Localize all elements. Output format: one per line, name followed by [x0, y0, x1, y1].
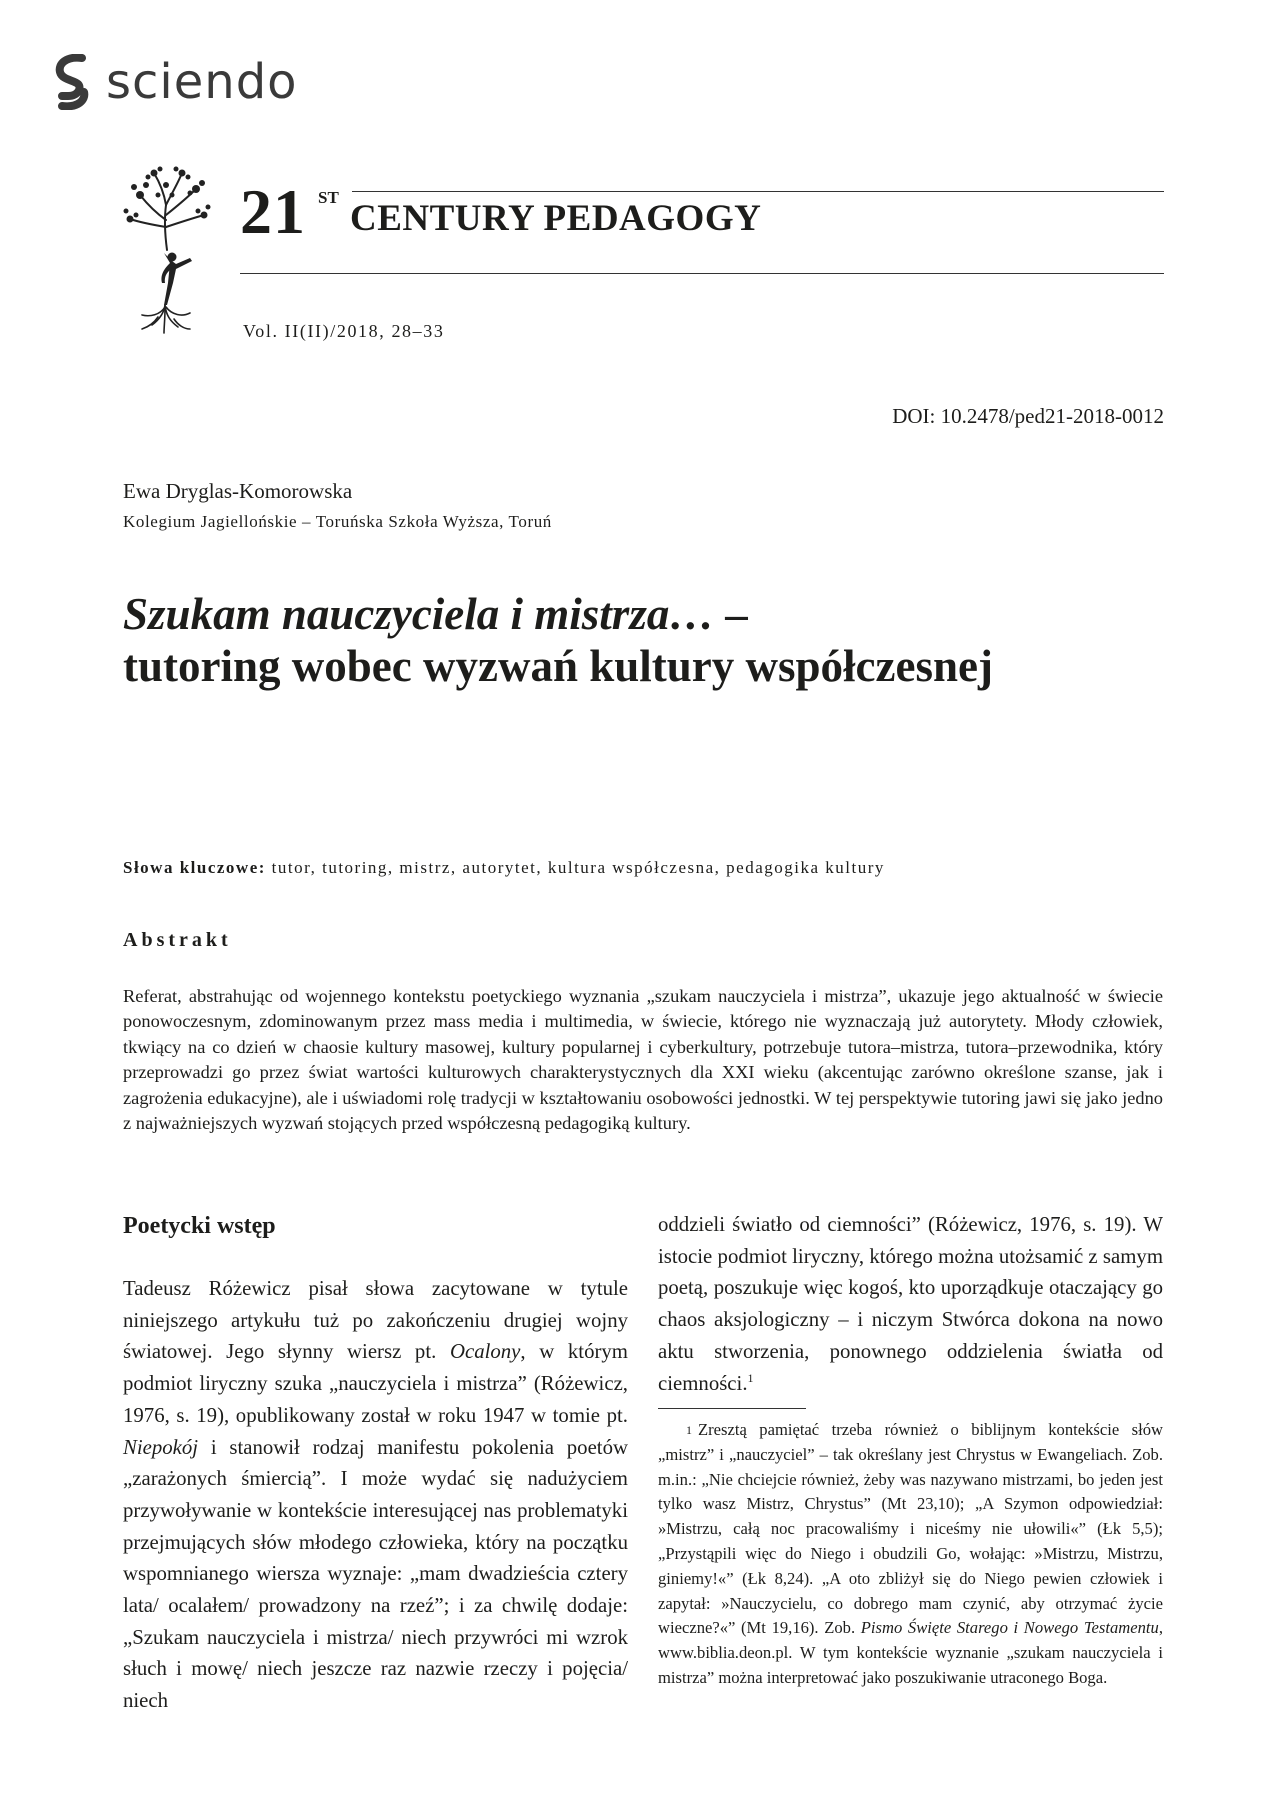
footnote-number: 1 [686, 1423, 692, 1437]
section-heading: Poetycki wstęp [123, 1213, 276, 1239]
masthead-rule-bottom [240, 273, 1164, 274]
article-title-line-2: tutoring wobec wyzwań kultury współczesnej [123, 641, 993, 691]
article-title [123, 588, 1163, 692]
tree-figure-emblem-icon [120, 165, 215, 335]
journal-number: 21 [240, 176, 306, 247]
article-title-line-1: Szukam nauczyciela i mistrza… – [123, 589, 749, 639]
body-text: , w którym podmiot liryczny szuka „nauczyciela i mistrza” (Różewicz, 1976, s. 19), opublikowany został w roku 1947 w tomie pt. [123, 1340, 628, 1427]
journal-number-suffix: ST [318, 188, 339, 207]
volume-title: Niepokój [123, 1435, 199, 1459]
journal-name: CENTURY PEDAGOGY [350, 198, 762, 239]
footnote [658, 1418, 1163, 1691]
body-text: i stanowił rodzaj manifestu pokolenia poetów „zarażonych śmiercią”. I może wydać się nadużyciem przywoływanie w kontekście interesującej nas problematyki przejmujących słów młodego człowieka, który na początku wspomnianego wiersza wyznaje: „mam dwadzieścia cztery lata/ ocalałem/ prowadzony na rzeź”; i za chwilę dodaje: „Szukam nauczyciela i mistrza/ niech przywróci mi wzrok słuch i mowę/ niech jeszcze raz nazwie rzeczy i pojęcia/ niech [123, 1435, 628, 1713]
body-text: Tadeusz Różewicz pisał słowa zacytowane w tytule niniejszego artykułu tuż po zakończeniu drugiej wojny światowej. Jego słynny wiersz pt. [123, 1277, 628, 1364]
sciendo-logo-icon [52, 54, 92, 110]
publisher-logo [52, 52, 322, 112]
body-column-right [658, 1209, 1163, 1399]
body-text: oddzieli światło od ciemności” (Różewicz, 1976, s. 19). W istocie podmiot liryczny, którego można utożsamić z samym poetą, poszukuje więc kogoś, kto uporządkuje otaczający go chaos aksjologiczny – i niczym Stwórca dokona na nowo aktu stworzenia, ponownego oddzielenia światła od ciemności. [658, 1213, 1163, 1395]
footnote-text: Zresztą pamiętać trzeba również o biblijnym kontekście słów „mistrz” i „nauczyciel” – tak określany jest Chrystus w Ewangeliach. Zob. m.in.: „Nie chciejcie również, żeby was nazywano mistrzami, bo jeden jest tylko wasz Mistrz, Chrystus” (Mt 23,10); „A Szymon odpowiedział: »Mistrzu, całą noc pracowaliśmy i niceśmy nie ułowili«” (Łk 5,5); „Przystąpili więc do Niego i obudzili Go, wołając: »Mistrzu, Mistrzu, giniemy!«” (Łk 8,24). „A oto zbliżył się do Niego pewien człowiek i zapytał: »Nauczycielu, co dobrego mam czynić, aby otrzymać życie wieczne?«” (Mt 19,16). Zob. [658, 1420, 1163, 1638]
doi[interactable]: DOI: 10.2478/ped21-2018-0012 [892, 404, 1164, 428]
footnote-book-title: Pismo Święte Starego i Nowego Testamentu [860, 1618, 1159, 1638]
keywords-label: Słowa kluczowe: [123, 858, 266, 877]
footnote-text: , www.biblia.deon.pl. W tym kontekście wyznanie „szukam nauczyciela i mistrza” można interpretować jako poszukiwanie utraconego Boga. [658, 1618, 1163, 1687]
publisher-name: sciendo [106, 54, 298, 110]
footnote-rule [658, 1408, 806, 1409]
author-affiliation: Kolegium Jagiellońskie – Toruńska Szkoła Wyższa, Toruń [123, 512, 552, 531]
keywords [123, 858, 885, 878]
body-column-left [123, 1273, 628, 1717]
masthead-rule-top [352, 191, 1164, 192]
footnote-reference[interactable]: 1 [747, 1370, 754, 1385]
keywords-text: tutor, tutoring, mistrz, autorytet, kultura współczesna, pedagogika kultury [271, 858, 885, 877]
poem-title: Ocalony [449, 1340, 521, 1364]
author-name: Ewa Dryglas-Komorowska [123, 479, 353, 503]
abstract-heading: Abstrakt [123, 929, 232, 951]
abstract-text: Referat, abstrahując od wojennego kontekstu poetyckiego wyznania „szukam nauczyciela i mistrza”, ukazuje jego aktualność w świecie ponowoczesnym, zdominowanym przez mass media i multimedia, w świecie, którego nie wyznaczają już autorytety. Młody człowiek, tkwiący na co dzień w chaosie kultury masowej, kultury popularnej i cyberkultury, potrzebuje tutora–mistrza, tutora–przewodnika, który przeprowadzi go przez świat wartości kulturowych charakterystycznych dla XXI wieku (akcentując zarówno określone szanse, jak i zagrożenia edukacyjne), ale i uświadomi rolę tradycji w kształtowaniu osobowości jednostki. W tej perspektywie tutoring jawi się jako jedno z najważniejszych wyzwań stojących przed współczesną pedagogiką kultury. [123, 986, 1163, 1134]
volume-info: Vol. II(II)/2018, 28–33 [243, 321, 445, 341]
